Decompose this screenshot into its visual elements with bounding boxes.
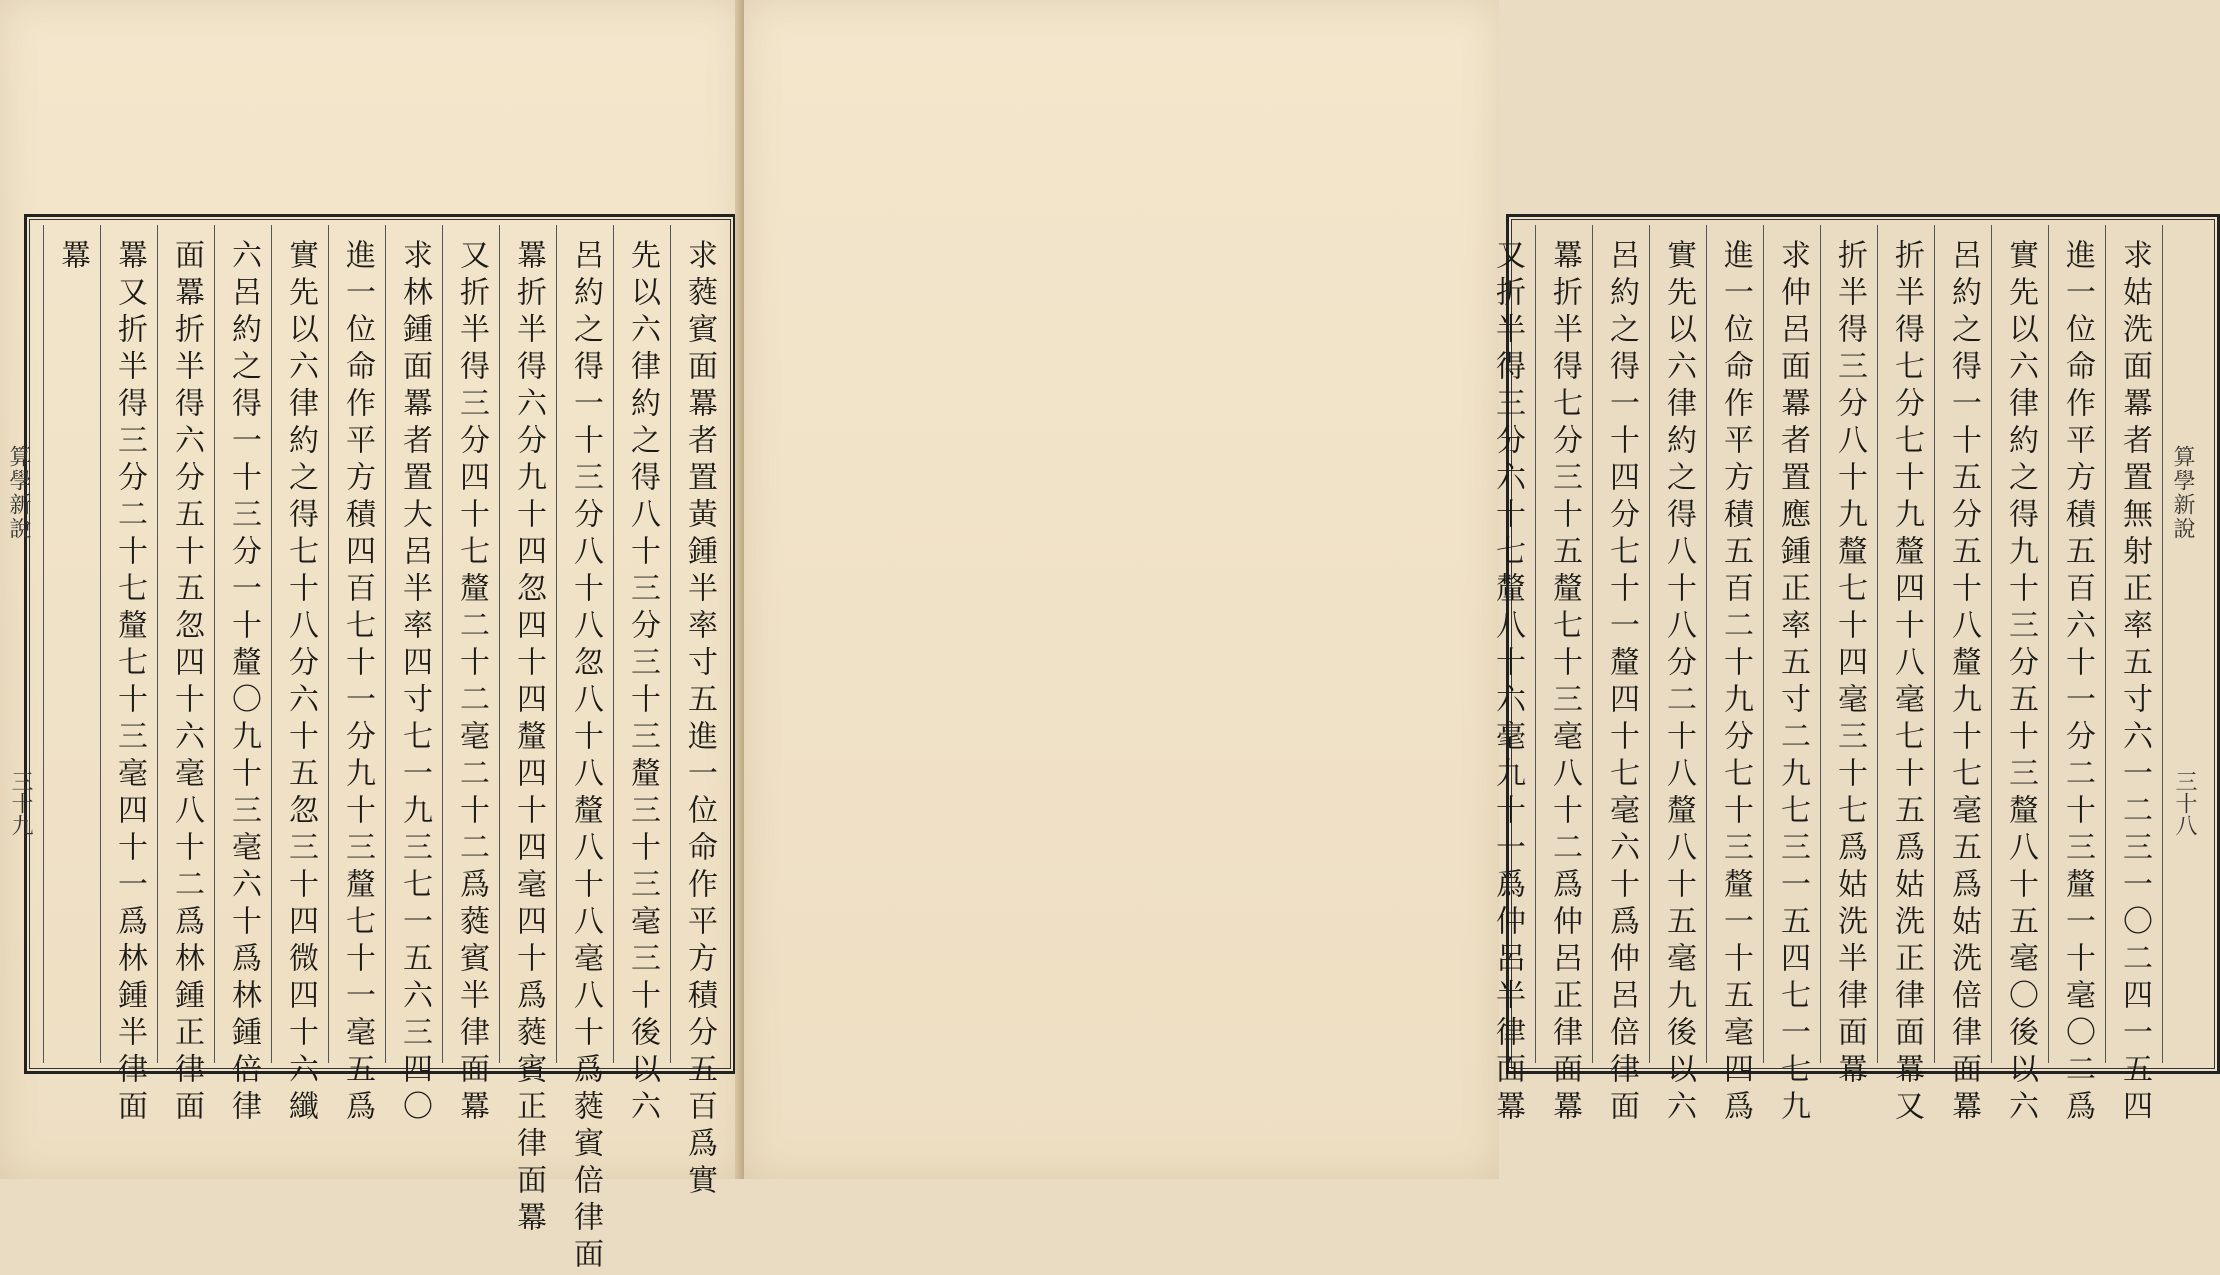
text-column: 求仲呂面羃者置應鍾正率五寸二九七三一五四七一七九 [1763,225,1820,1063]
left-columns [6,225,727,1275]
text-column: 實先以六律約之得八十八分二十八釐八十五毫九後以六 [1649,225,1706,1063]
text-column: 實先以六律約之得七十八分六十五忽三十四微四十六纖 [271,225,328,1063]
left-text-frame [6,214,736,1275]
text-column: 羃 [43,225,100,1063]
text-column: 進一位命作平方積五百六十一分二十三釐一十毫〇二爲 [2048,225,2105,1063]
text-column: 實先以六律約之得九十三分五十三釐八十五毫〇後以六 [1991,225,2048,1063]
text-column: 羃折半得六分九十四忽四十四釐四十四毫四十爲蕤賓正律面羃 [499,225,556,1063]
text-column: 又折半得三分四十七釐二十二毫二十二爲蕤賓半律面羃 [442,225,499,1063]
right-margin-strip [2162,225,2207,1063]
margin-title: 算學新說 [6,445,31,541]
right-text-frame [1490,214,2220,1127]
leaf-number: 三十八 [2172,770,2197,836]
left-margin-strip [0,225,43,1063]
text-column: 六呂約之得一十三分一十釐〇九十三毫六十爲林鍾倍律 [214,225,271,1063]
right-columns [1490,225,2207,1127]
text-column: 折半得三分八十九釐七十四毫三十七爲姑洗半律面羃 [1820,225,1877,1063]
text-column: 求姑洗面羃者置無射正率五寸六一二三一〇二四一五四 [2105,225,2162,1063]
text-column: 進一位命作平方積五百二十九分七十三釐一十五毫四爲 [1706,225,1763,1063]
left-leaf [0,0,743,1275]
text-column: 呂約之得一十四分七十一釐四十七毫六十爲仲呂倍律面 [1592,225,1649,1063]
text-column: 進一位命作平方積四百七十一分九十三釐七十一毫五爲 [328,225,385,1063]
text-column: 呂約之得一十三分八十八忽八十八釐八十八毫八十爲蕤賓倍律面 [556,225,613,1063]
text-column: 折半得七分七十九釐四十八毫七十五爲姑洗正律面羃又 [1877,225,1934,1063]
text-column: 先以六律約之得八十三分三十三釐三十三毫三十後以六 [613,225,670,1063]
text-column: 羃折半得七分三十五釐七十三毫八十二爲仲呂正律面羃 [1535,225,1592,1063]
text-column: 面羃折半得六分五十五忽四十六毫八十二爲林鍾正律面 [157,225,214,1063]
text-column: 又折半得三分六十七釐八十六毫九十一爲仲呂半律面羃 [1490,239,1525,1127]
text-column: 羃又折半得三分二十七釐七十三毫四十一爲林鍾半律面 [100,225,157,1063]
text-column: 求蕤賓面羃者置黃鍾半率寸五進一位命作平方積分五百爲實 [670,225,727,1063]
right-leaf [744,0,2197,1179]
text-column: 呂約之得一十五分五十八釐九十七毫五爲姑洗倍律面羃 [1934,225,1991,1063]
text-column: 求林鍾面羃者置大呂半率四寸七一九三七一五六三四〇 [385,225,442,1063]
margin-title: 算學新說 [2170,445,2195,541]
leaf-number: 三十九 [8,770,33,836]
